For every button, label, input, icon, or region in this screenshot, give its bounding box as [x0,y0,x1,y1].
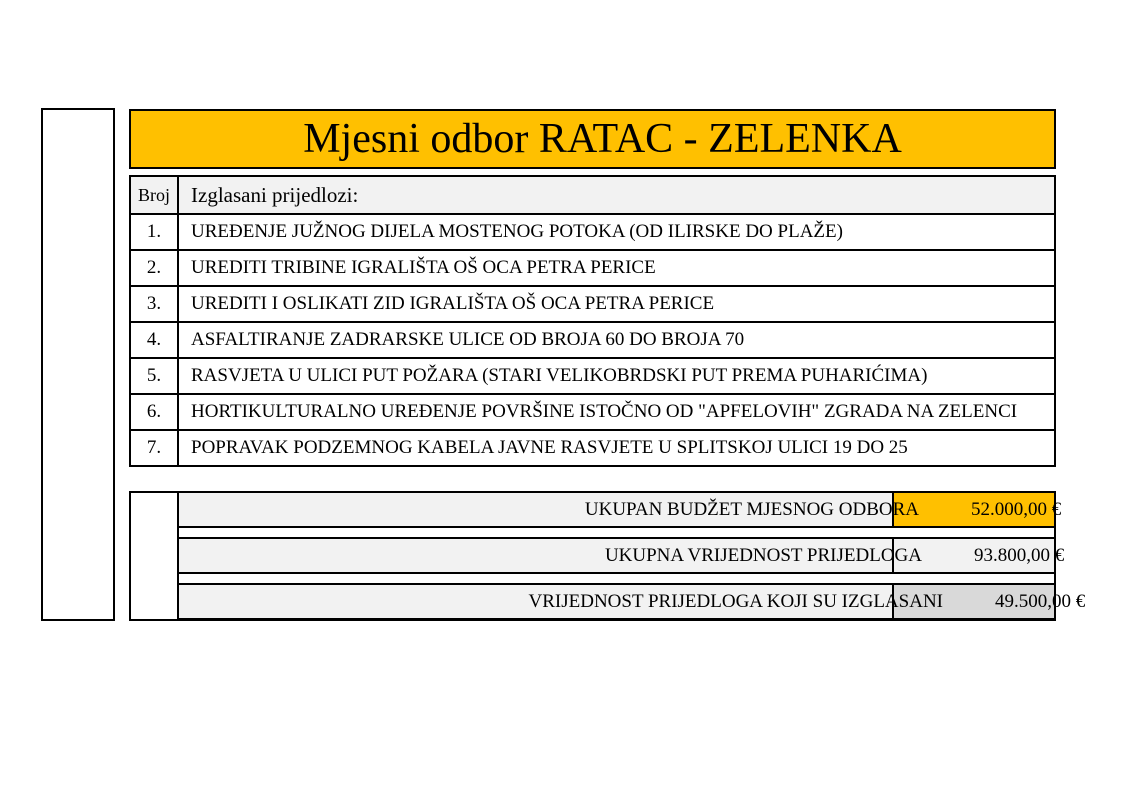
total-value: 93.800,00 € [974,544,1065,566]
row-text: UREDITI TRIBINE IGRALIŠTA OŠ OCA PETRA PERICE [178,250,1055,286]
proposals-table [129,175,1056,467]
row-text: RASVJETA U ULICI PUT POŽARA (STARI VELIKOBRDSKI PUT PREMA PUHARIĆIMA) [178,358,1055,394]
row-number: 7. [130,430,178,466]
row-number: 4. [130,322,178,358]
row-number: 2. [130,250,178,286]
row-text: HORTIKULTURALNO UREĐENJE POVRŠINE ISTOČNO OD "APFELOVIH" ZGRADA NA ZELENCI [178,394,1055,430]
voted-value: 49.500,00 € [995,590,1086,612]
budget-label: UKUPAN BUDŽET MJESNOG ODBORA [584,498,919,520]
row-number: 5. [130,358,178,394]
table-header-row [130,176,1055,214]
header-label: Izglasani prijedlozi: [178,176,1055,214]
table-row [130,286,1055,322]
summary-left-column [129,491,179,621]
table-row [130,322,1055,358]
left-margin-frame [41,108,115,621]
summary-row-budget [177,491,1062,528]
table-row [130,358,1055,394]
header-number: Broj [130,176,178,214]
row-number: 3. [130,286,178,322]
page-title: Mjesni odbor RATAC - ZELENKA [129,109,1056,169]
table-row [130,214,1055,250]
table-row [130,430,1055,466]
row-number: 6. [130,394,178,430]
row-text: UREĐENJE JUŽNOG DIJELA MOSTENOG POTOKA (OD ILIRSKE DO PLAŽE) [178,214,1055,250]
row-text: UREDITI I OSLIKATI ZID IGRALIŠTA OŠ OCA PETRA PERICE [178,286,1055,322]
table-row [130,250,1055,286]
summary-row-total [177,537,1065,574]
summary-row-voted [177,583,1086,620]
row-number: 1. [130,214,178,250]
budget-value: 52.000,00 € [971,498,1062,520]
row-text: POPRAVAK PODZEMNOG KABELA JAVNE RASVJETE U SPLITSKOJ ULICI 19 DO 25 [178,430,1055,466]
table-row [130,394,1055,430]
row-text: ASFALTIRANJE ZADRARSKE ULICE OD BROJA 60 DO BROJA 70 [178,322,1055,358]
voted-label: VRIJEDNOST PRIJEDLOGA KOJI SU IZGLASANI [528,590,943,612]
total-label: UKUPNA VRIJEDNOST PRIJEDLOGA [604,544,922,566]
